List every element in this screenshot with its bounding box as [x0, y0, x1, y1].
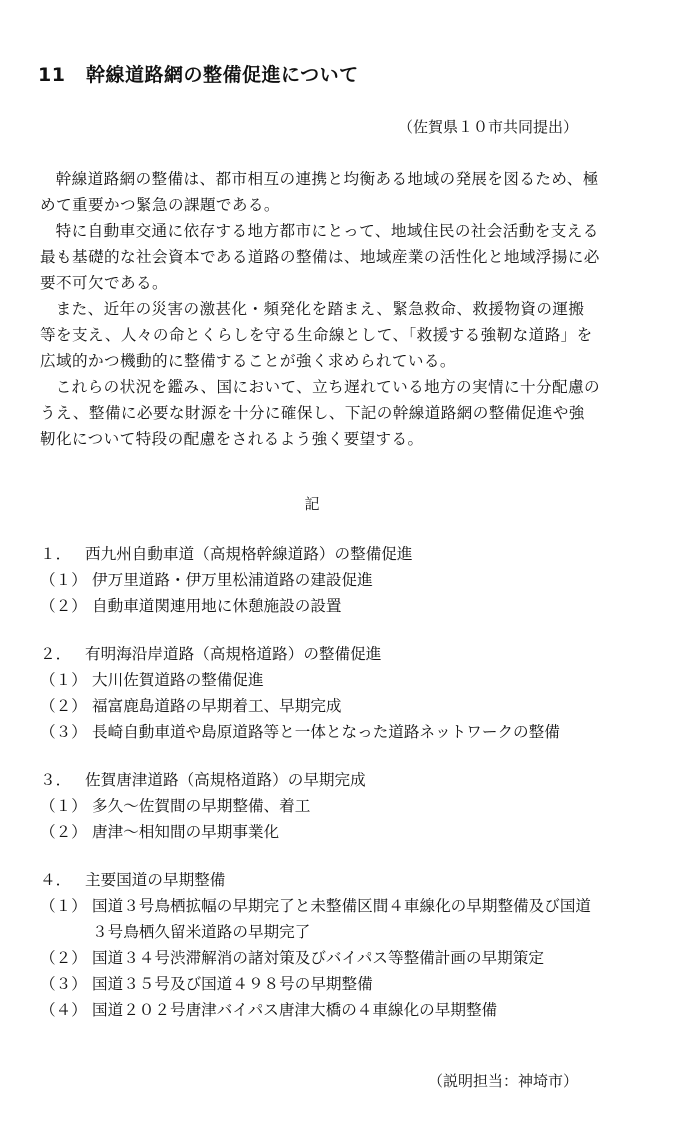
- section-heading: 主要国道の早期整備: [85, 871, 226, 889]
- item-text: 福富鹿島道路の早期着工、早期完成: [92, 697, 342, 715]
- list-item: [40, 719, 600, 745]
- section-number: ２．: [40, 645, 72, 663]
- item-text: 伊万里道路・伊万里松浦道路の建設促進: [92, 571, 373, 589]
- section-heading: 佐賀唐津道路（高規格道路）の早期完成: [85, 771, 366, 789]
- list-item: [40, 593, 600, 619]
- item-number: （３）: [40, 723, 87, 741]
- body-paragraph: 特に自動車交通に依存する地方都市にとって、地域住民の社会活動を支える最も基礎的な社会資本である道路の整備は、地域産業の活性化と地域浮揚に必要不可欠である。: [40, 222, 600, 292]
- item-number: （４）: [40, 1001, 87, 1019]
- item-number: （１）: [40, 671, 87, 689]
- list-item: [40, 567, 600, 593]
- item-number: （２）: [40, 697, 87, 715]
- section-2: [40, 641, 600, 745]
- item-number: （１）: [40, 797, 87, 815]
- body-text: [40, 166, 600, 452]
- document-title: [38, 60, 359, 87]
- section-number: １．: [40, 545, 72, 563]
- list-item: [40, 819, 600, 845]
- item-number: （２）: [40, 597, 87, 615]
- item-text: 唐津～相知間の早期事業化: [92, 823, 280, 841]
- list-item: [40, 997, 600, 1023]
- title-text: 幹線道路網の整備促進について: [86, 64, 359, 86]
- item-number: （３）: [40, 975, 87, 993]
- item-text: 自動車道関連用地に休憩施設の設置: [92, 597, 342, 615]
- item-text: 長崎自動車道や島原道路等と一体となった道路ネットワークの整備: [92, 723, 560, 741]
- item-number: （１）: [40, 571, 87, 589]
- item-text: 国道３４号渋滞解消の諸対策及びバイパス等整備計画の早期策定: [92, 949, 544, 967]
- list-item: [40, 793, 600, 819]
- explanation-note: （説明担当：神埼市）: [427, 1072, 578, 1090]
- section-heading: 有明海沿岸道路（高規格道路）の整備促進: [85, 645, 382, 663]
- list-item: [40, 667, 600, 693]
- list-item: [40, 971, 600, 997]
- list-item: [40, 693, 600, 719]
- section-3: [40, 767, 600, 845]
- title-number: 11: [38, 64, 66, 86]
- item-text: 国道２０２号唐津バイパス唐津大橋の４車線化の早期整備: [92, 1001, 498, 1019]
- body-paragraph: これらの状況を鑑み、国において、立ち遅れている地方の実情に十分配慮のうえ、整備に必要な財源を十分に確保し、下記の幹線道路網の整備促進や強靭化について特段の配慮をされるよう強く要望する。: [40, 378, 601, 448]
- item-number: （２）: [40, 823, 87, 841]
- body-paragraph: 幹線道路網の整備は、都市相互の連携と均衡ある地域の発展を図るため、極めて重要かつ緊急の課題である。: [40, 170, 599, 214]
- section-heading: 西九州自動車道（高規格幹線道路）の整備促進: [85, 545, 413, 563]
- item-text: 多久～佐賀間の早期整備、着工: [92, 797, 311, 815]
- item-text: 国道３号鳥栖拡幅の早期完了と未整備区間４車線化の早期整備及び国道３号鳥栖久留米道路の早期完了: [92, 897, 592, 941]
- submitter-note: （佐賀県１０市共同提出）: [397, 118, 578, 136]
- list-item: [40, 945, 600, 971]
- list-item: [40, 893, 600, 945]
- item-text: 国道３５号及び国道４９８号の早期整備: [92, 975, 373, 993]
- item-number: （１）: [40, 897, 87, 915]
- section-number: ４．: [40, 871, 72, 889]
- body-paragraph: また、近年の災害の激甚化・頻発化を踏まえ、緊急救命、救援物資の運搬等を支え、人々の命とくらしを守る生命線として、「救援する強靭な道路」を広域的かつ機動的に整備することが強く求められている。: [40, 300, 593, 370]
- ki-heading: 記: [304, 495, 320, 513]
- section-4: [40, 867, 600, 1023]
- section-number: ３．: [40, 771, 72, 789]
- section-1: [40, 541, 600, 619]
- request-list: [40, 541, 600, 1045]
- item-number: （２）: [40, 949, 87, 967]
- item-text: 大川佐賀道路の整備促進: [92, 671, 264, 689]
